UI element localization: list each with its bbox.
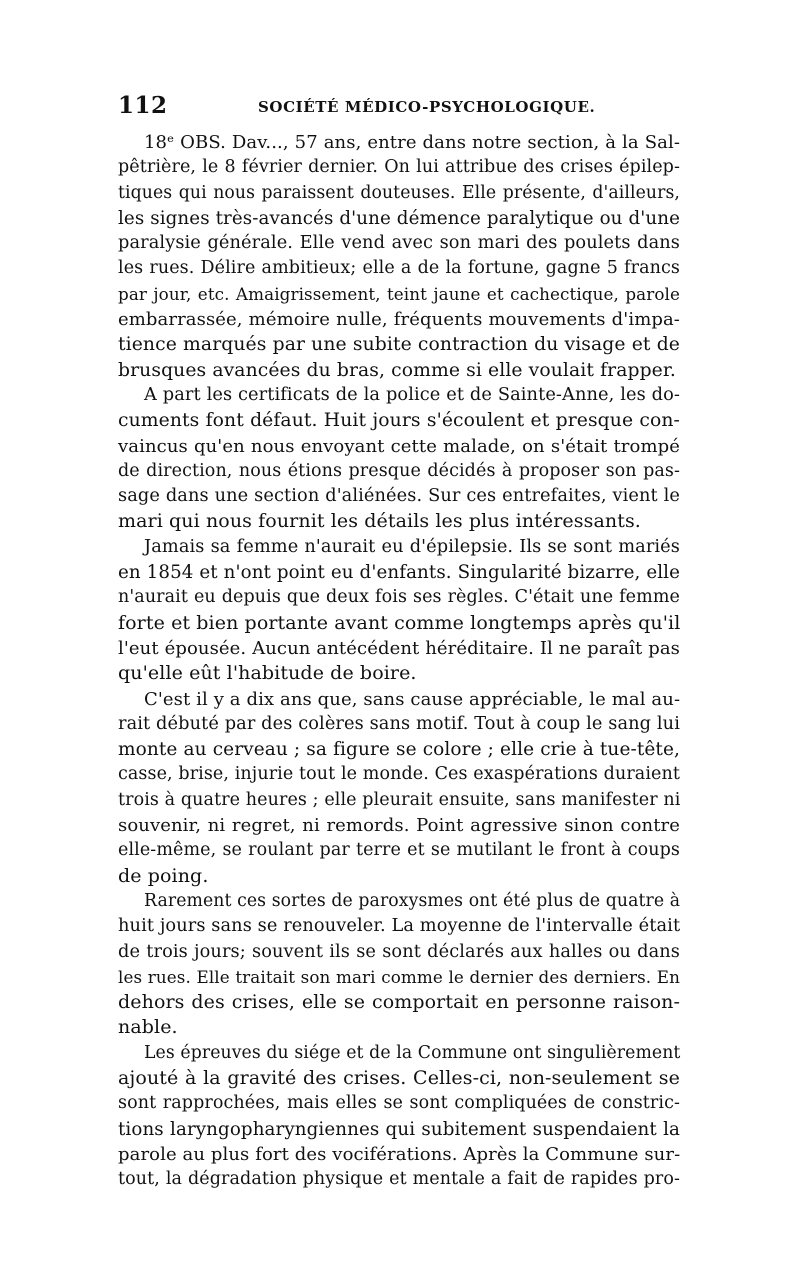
text-line: pêtrière, le 8 février dernier. On lui attribue des crises épilep-: [118, 157, 680, 178]
text-line: tiques qui nous paraissent douteuses. Elle présente, d'ailleurs,: [118, 182, 680, 203]
text-line: les rues. Délire ambitieux; elle a de la fortune, gagne 5 francs: [118, 258, 680, 279]
text-line: de poing.: [118, 864, 209, 887]
text-line: Les épreuves du siége et de la Commune ont singulièrement: [144, 1042, 681, 1063]
text-line: de direction, nous étions presque décidés à proposer son pas-: [118, 460, 680, 481]
text-line: Rarement ces sortes de paroxysmes ont été plus de quatre à: [144, 890, 681, 911]
text-line: A part les certificats de la police et de Sainte-Anne, les do-: [144, 384, 680, 405]
text-line: forte et bien portante avant comme longtemps après qu'il: [118, 611, 681, 634]
paragraph-paroxysmes: [118, 889, 680, 1041]
text-line: les rues. Elle traitait son mari comme le dernier des derniers. En: [118, 966, 680, 987]
text-line: ajouté à la gravité des crises. Celles-ci, non-seulement se: [118, 1066, 680, 1089]
text-line: trois à quatre heures ; elle pleurait ensuite, sans manifester ni: [118, 789, 681, 810]
running-head: SOCIÉTÉ MÉDICO-PSYCHOLOGIQUE.: [258, 98, 596, 116]
text-line: sont rapprochées, mais elles se sont compliquées de constric-: [118, 1093, 680, 1114]
text-line: n'aurait eu depuis que deux fois ses règles. C'était une femme: [118, 587, 680, 608]
text-line: monte au cerveau ; sa figure se colore ; elle crie à tue-tête,: [118, 739, 680, 761]
text-line: sage dans une section d'aliénées. Sur ces entrefaites, vient le: [118, 486, 680, 507]
text-line: huit jours sans se renouveler. La moyenne de l'intervalle était: [118, 916, 681, 937]
text-line: nable.: [118, 1016, 178, 1039]
text-line: 18ᵉ OBS. Dav..., 57 ans, entre dans notre section, à la Sal-: [144, 132, 680, 153]
paragraph-debut-du-mal: [118, 687, 680, 889]
text-line: souvenir, ni regret, ni remords. Point agressive sinon contre: [118, 815, 680, 837]
paragraph-certificats: [118, 383, 680, 535]
text-line: rait débuté par des colères sans motif. Tout à coup le sang lui: [118, 713, 680, 734]
paragraph-antecedents: [118, 535, 680, 687]
body-text: [118, 130, 680, 1192]
page-header: [118, 92, 680, 122]
text-line: par jour, etc. Amaigrissement, teint jaune et cachectique, parole: [118, 283, 680, 304]
text-line: parole au plus fort des vociférations. Après la Commune sur-: [118, 1143, 681, 1165]
text-line: l'eut épousée. Aucun antécédent héréditaire. Il ne paraît pas: [118, 637, 680, 659]
text-line: casse, brise, injurie tout le monde. Ces exaspérations duraient: [118, 764, 680, 785]
text-line: dehors des crises, elle se comportait en personne raison-: [118, 991, 680, 1014]
text-line: Jamais sa femme n'aurait eu d'épilepsie. Ils se sont mariés: [144, 536, 680, 557]
text-line: vaincus qu'en nous envoyant cette malade, on s'était trompé: [118, 435, 680, 457]
text-line: en 1854 et n'ont point eu d'enfants. Singularité bizarre, elle: [118, 562, 680, 584]
text-line: embarrassée, mémoire nulle, fréquents mouvements d'impa-: [118, 309, 680, 331]
paragraph-siege-commune: [118, 1041, 680, 1193]
paragraph-observation-18: [118, 130, 680, 383]
text-line: tions laryngopharyngiennes qui subitement suspendaient la: [118, 1118, 680, 1140]
text-line: paralysie générale. Elle vend avec son mari des poulets dans: [118, 233, 680, 254]
text-line: tience marqués par une subite contraction du visage et de: [118, 334, 680, 356]
text-line: C'est il y a dix ans que, sans cause appréciable, le mal au-: [144, 688, 681, 710]
text-line: brusques avancées du bras, comme si elle voulait frapper.: [118, 359, 676, 381]
page-number: 112: [118, 92, 168, 119]
text-line: les signes très-avancés d'une démence paralytique ou d'une: [118, 207, 680, 229]
text-line: cuments font défaut. Huit jours s'écoulent et presque con-: [118, 410, 680, 432]
text-line: tout, la dégradation physique et mentale a fait de rapides pro-: [118, 1169, 680, 1190]
text-line: mari qui nous fournit les détails les plus intéressants.: [118, 510, 641, 533]
text-line: de trois jours; souvent ils se sont déclarés aux halles ou dans: [118, 941, 680, 962]
text-line: qu'elle eût l'habitude de boire.: [118, 662, 417, 685]
text-line: elle-même, se roulant par terre et se mutilant le front à coups: [118, 840, 680, 861]
